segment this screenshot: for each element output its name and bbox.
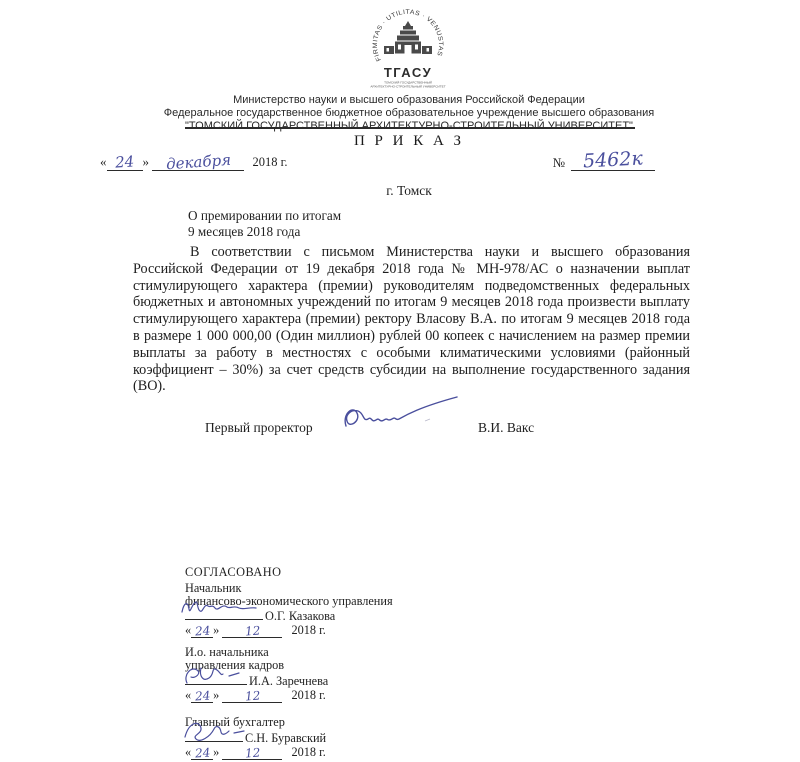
- approval-year: 2018 г.: [291, 744, 326, 759]
- header-divider: [185, 127, 635, 129]
- approvals-section: [185, 566, 393, 762]
- order-number: [553, 148, 655, 171]
- approver-position: И.о. начальника: [185, 645, 269, 660]
- signer-position: Первый проректор: [205, 420, 313, 435]
- handwritten-month: 12: [244, 688, 261, 704]
- approval-year: 2018 г.: [291, 687, 326, 702]
- approver-department: финансово-экономического управления: [185, 593, 393, 608]
- subject-line-2: 9 месяцев 2018 года: [188, 224, 301, 240]
- emblem-fine-print-1: ТОМСКИЙ ГОСУДАРСТВЕННЫЙ: [384, 80, 432, 85]
- open-quote: «: [185, 744, 192, 759]
- handwritten-month: 12: [244, 623, 261, 639]
- approver-signature-line: [185, 730, 393, 745]
- emblem-acronym: ТГАСУ: [383, 65, 433, 80]
- approver-name: И.А. Заречнева: [249, 673, 329, 688]
- approval-day-blank: [191, 624, 213, 638]
- approver-name: О.Г. Казакова: [265, 609, 336, 624]
- city-line: г. Томск: [386, 183, 432, 198]
- approver-name: С.Н. Буравский: [245, 730, 327, 745]
- date-year: 2018 г.: [252, 155, 288, 169]
- handwritten-day: 24: [194, 623, 211, 639]
- open-quote: «: [100, 154, 107, 169]
- approver-position: Начальник: [185, 580, 242, 595]
- signature-kazakova-icon: [179, 596, 267, 620]
- approval-month-blank: [222, 624, 282, 638]
- svg-text:FIRMITAS · UTILITAS · VENUSTAS: [372, 9, 444, 63]
- date-number-row: [100, 147, 655, 174]
- signer-name: В.И. Вакс: [478, 420, 535, 435]
- main-signature-row: [0, 394, 800, 446]
- org-header-line-1: Министерство науки и высшего образования Российской Федерации: [233, 94, 585, 106]
- approval-date: [185, 746, 393, 762]
- university-emblem: [0, 8, 800, 94]
- approval-year: 2018 г.: [291, 623, 326, 638]
- approval-month-blank: [222, 689, 282, 703]
- handwritten-month: декабря: [165, 150, 232, 174]
- university-emblem-icon: [353, 8, 463, 94]
- approval-block-accounting: [185, 716, 393, 762]
- close-quote: »: [213, 623, 220, 638]
- close-quote: »: [213, 687, 220, 702]
- org-header-line-3: "ТОМСКИЙ ГОСУДАРСТВЕННЫЙ АРХИТЕКТУРНО-СТРОИТЕЛЬНЫЙ УНИВЕРСИТЕТ": [185, 119, 633, 132]
- close-quote: »: [142, 154, 149, 169]
- building-icon: [384, 21, 432, 54]
- handwritten-number: 5462к: [582, 147, 644, 173]
- approvals-heading: СОГЛАСОВАНО: [185, 565, 282, 579]
- close-quote: »: [213, 744, 220, 759]
- order-subject: [188, 208, 341, 240]
- approval-day-blank: [191, 689, 213, 703]
- approval-block-hr: [185, 646, 393, 705]
- handwritten-day: 24: [194, 745, 211, 761]
- document-title: П Р И К А З: [353, 133, 465, 149]
- org-header-line-2: Федеральное государственное бюджетное образовательное учреждение высшего образования: [163, 106, 655, 119]
- order-date: [100, 150, 288, 174]
- number-label: №: [552, 155, 565, 170]
- handwritten-day: 24: [114, 152, 135, 172]
- approver-signature-line: [185, 608, 393, 623]
- approver-signature-line: [185, 673, 393, 688]
- approval-date: [185, 624, 393, 640]
- handwritten-day: 24: [194, 688, 211, 704]
- order-body: В соответствии с письмом Министерства науки и высшего образования Российской Федерации от 19 декабря 2018 года № МН-978/АС о назначении выплат стимулирующего характера (премии) руководителям подведомственных федеральных бюджетных и автономных учреждений по итогам 9 месяцев 2018 года произвести выплату стимулирующего характера (премии) ректору Власову В.А. по итогам 9 месяцев 2018 года в размере 1 000 000,00 (Один миллион) рублей 00 копеек с начислением на размер премии выплаты за работу в местностях с особыми климатическими условиями (районный коэффициент – 30%) за счет средств субсидии на выполнение государственного задания (ВО).: [133, 244, 690, 395]
- subject-line-1: О премировании по итогам: [188, 208, 342, 223]
- emblem-motto: FIRMITAS · UTILITAS · VENUSTAS: [371, 8, 445, 63]
- open-quote: «: [185, 623, 192, 638]
- open-quote: «: [185, 687, 192, 702]
- signature-vaks-icon: [336, 394, 466, 440]
- date-day-blank: [107, 152, 143, 171]
- emblem-fine-print-2: АРХИТЕКТУРНО-СТРОИТЕЛЬНЫЙ УНИВЕРСИТЕТ: [370, 84, 446, 89]
- number-blank: [571, 148, 655, 171]
- signature-buravskiy-icon: [179, 718, 257, 744]
- approval-block-finance: [185, 582, 393, 641]
- approver-position: Главный бухгалтер: [185, 714, 285, 729]
- approver-department: управления кадров: [185, 658, 285, 673]
- signature-zarechneva-icon: [179, 661, 251, 689]
- date-month-blank: [152, 150, 244, 174]
- approval-date: [185, 689, 393, 705]
- approval-day-blank: [191, 746, 213, 760]
- approval-month-blank: [222, 746, 282, 760]
- handwritten-month: 12: [244, 745, 261, 761]
